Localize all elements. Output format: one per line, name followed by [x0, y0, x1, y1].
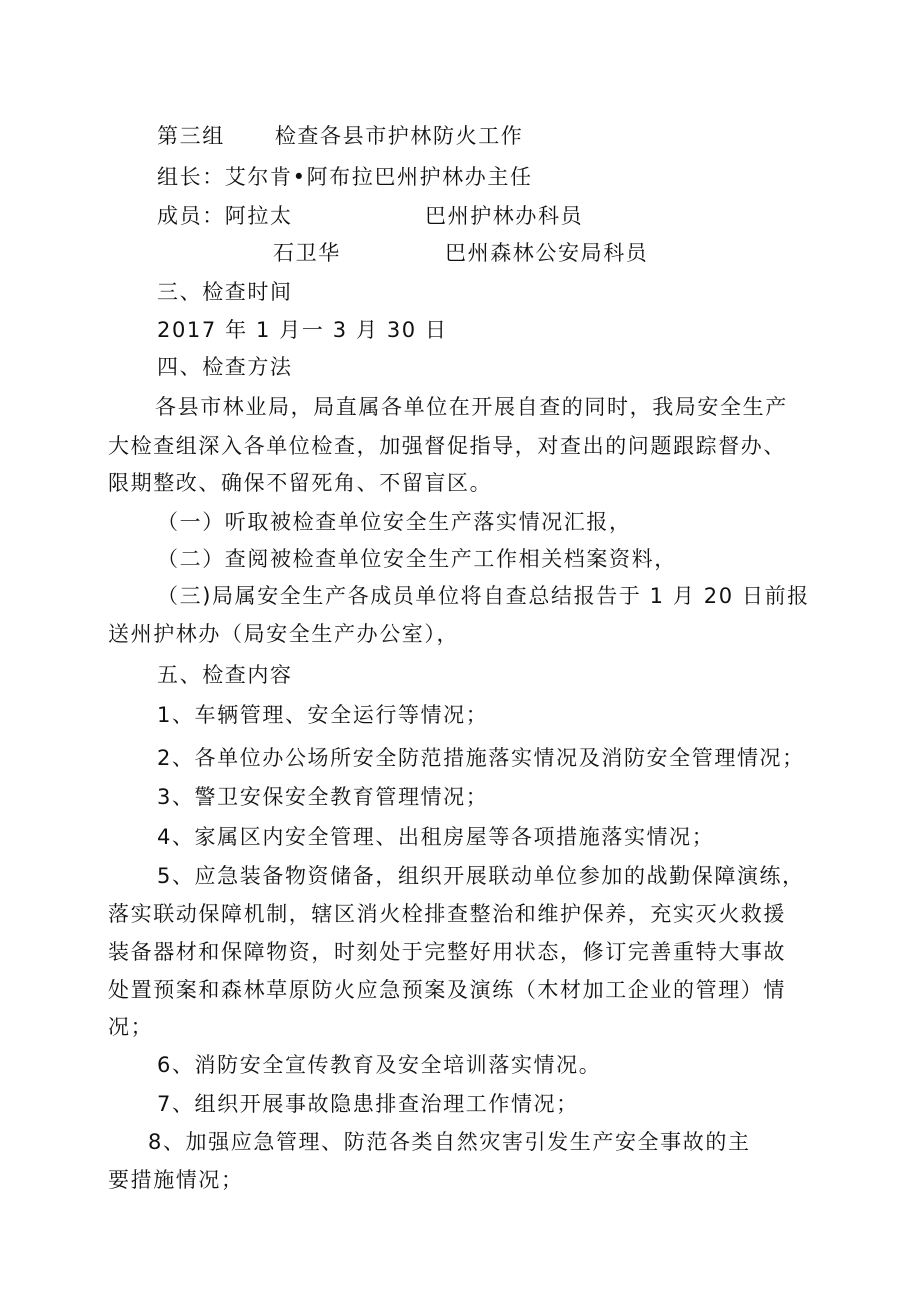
section5-item: 2、各单位办公场所安全防范措施落实情况及消防安全管理情况；	[157, 746, 805, 770]
group3-task: 检查各县市护林防火工作	[274, 124, 524, 148]
section4-item: （二）查阅被检查单位安全生产工作相关档案资料，	[157, 547, 677, 571]
section3-heading: 三、检查时间	[157, 280, 293, 304]
member2-title: 巴州森林公安局科员	[445, 241, 649, 265]
section4-heading: 四、检查方法	[157, 355, 293, 379]
section5-item: 落实联动保障机制，辖区消火栓排查整治和维护保养，充实灭火救援	[108, 902, 786, 926]
group3-member1	[157, 201, 584, 231]
member1-name: 成员：阿拉太	[157, 204, 293, 228]
section4-para-line: 大检查组深入各单位检查，加强督促指导，对查出的问题跟踪督办、	[108, 434, 786, 458]
section3-period: 2017 年 1 月一 3 月 30 日	[157, 318, 448, 342]
section5-item: 要措施情况；	[108, 1168, 244, 1192]
member1-title: 巴州护林办科员	[425, 204, 584, 228]
section4-item: （一）听取被检查单位安全生产落实情况汇报，	[157, 510, 632, 534]
section4-para-line: 各县市林业局，局直属各单位在开展自查的同时，我局安全生产	[155, 395, 788, 419]
section5-heading: 五、检查内容	[157, 663, 293, 687]
section4-item: 送州护林办（局安全生产办公室），	[108, 622, 460, 646]
section5-item: 5、应急装备物资储备，组织开展联动单位参加的战勤保障演练，	[157, 864, 805, 888]
group3-leader: 组长：艾尔肯•阿布拉巴州护林办主任	[157, 165, 533, 189]
section5-item: 况；	[108, 1015, 154, 1039]
section5-item: 处置预案和森林草原防火应急预案及演练（木材加工企业的管理）情	[108, 978, 786, 1002]
group3-line	[157, 121, 523, 151]
section5-item: 6、消防安全宣传教育及安全培训落实情况。	[157, 1053, 602, 1077]
section4-para-line: 限期整改、确保不留死角、不留盲区。	[108, 471, 493, 495]
section5-item: 7、组织开展事故隐患排查治理工作情况；	[157, 1092, 579, 1116]
section5-item: 装备器材和保障物资，时刻处于完整好用状态，修订完善重特大事故	[108, 940, 786, 964]
section5-item: 8、加强应急管理、防范各类自然灾害引发生产安全事故的主	[148, 1130, 751, 1154]
member2-name: 石卫华	[273, 241, 341, 265]
section5-item: 3、警卫安保安全教育管理情况；	[157, 785, 489, 809]
section5-item: 1、车辆管理、安全运行等情况；	[157, 703, 489, 727]
group3-member2	[273, 238, 649, 268]
section5-item: 4、家属区内安全管理、出租房屋等各项措施落实情况；	[157, 825, 715, 849]
group3-label: 第三组	[157, 124, 225, 148]
section4-item: （三)局属安全生产各成员单位将自查总结报告于 1 月 20 日前报	[157, 584, 810, 608]
